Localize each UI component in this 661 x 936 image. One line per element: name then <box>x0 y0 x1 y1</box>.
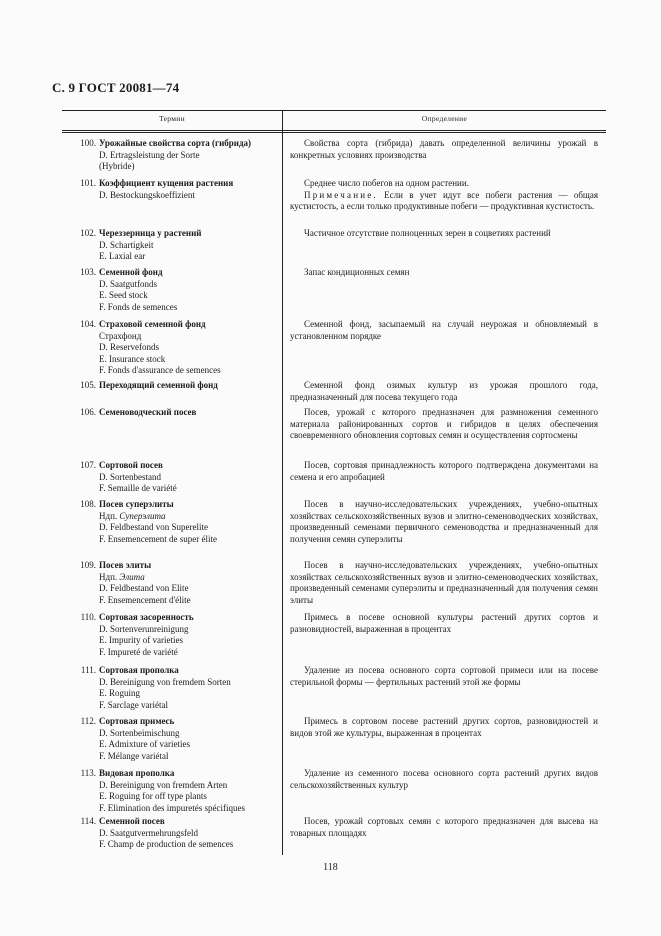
term-cell <box>62 716 277 762</box>
column-header-term: Термин <box>159 114 185 123</box>
term-cell <box>62 380 277 392</box>
term-name: Сортовая засоренность <box>99 612 194 622</box>
term-synonym: E. Roguing for off type plants <box>99 791 207 801</box>
definition-text: Частичное отсутствие полноценных зерен в соцветиях растений <box>304 228 551 238</box>
term-synonym: D. Bestockungskoeffizient <box>99 189 195 200</box>
definition-cell <box>290 460 598 483</box>
term-synonym: E. Admixture of varieties <box>99 739 190 749</box>
term-number: 110. <box>80 612 96 622</box>
definition-cell <box>290 768 598 791</box>
definition-cell <box>290 612 598 635</box>
definition-text: Удаление из семенного посева основного сорта растений других видов сельскохозяйственных культур <box>290 768 598 790</box>
term-cell <box>62 665 277 711</box>
definition-cell <box>290 267 598 279</box>
term-synonym: Ндп. Элита <box>99 571 145 582</box>
term-name: Видовая прополка <box>99 768 175 778</box>
term-synonym: E. Insurance stock <box>99 353 166 364</box>
term-synonym: D. Feldbestand von Elite <box>99 583 189 593</box>
term-synonym: F. Fonds de semences <box>99 301 178 312</box>
term-name: Посев элиты <box>99 560 152 570</box>
term-number: 112. <box>80 716 96 726</box>
term-cell <box>62 499 277 545</box>
definition-note <box>290 190 598 213</box>
term-synonym: F. Champ de production de semences <box>99 839 234 849</box>
term-synonym: Ндп. Суперэлита <box>99 510 166 521</box>
term-cell <box>62 138 277 173</box>
definition-text: Семенной фонд, засыпаемый на случай неурожая и обновляемый в установленном порядке <box>290 319 598 341</box>
term-cell <box>62 178 277 201</box>
definition-cell <box>290 716 598 739</box>
term-synonym: F. Mélange variétal <box>99 750 169 761</box>
term-name: Коэффициент кущения растения <box>99 178 234 188</box>
term-number: 109. <box>80 560 96 570</box>
term-synonym: F. Ensemencement de super élite <box>99 533 217 544</box>
definition-cell <box>290 560 598 606</box>
term-synonym: D. Saatgutfonds <box>99 278 157 289</box>
page-number: 118 <box>323 862 338 873</box>
definition-cell <box>290 228 598 240</box>
definition-text: Примесь в сортовом посеве растений других сортов, разновидностей и видов этой же культуры, выраженная в процентах <box>290 716 598 738</box>
term-cell <box>62 460 277 495</box>
term-cell <box>62 228 277 263</box>
term-number: 103. <box>80 267 96 277</box>
table-head-rule-2 <box>62 132 606 133</box>
term-cell <box>62 816 277 851</box>
definition-cell <box>290 178 598 213</box>
term-synonym: D. Sortenbestand <box>99 471 161 482</box>
definition-text: Удаление из посева основного сорта сортовой примеси или на посеве стерильной формы — фертильных растений этой же формы <box>290 665 598 687</box>
table-head-rule <box>62 130 606 131</box>
term-name: Череззерница у растений <box>99 228 202 238</box>
term-name: Урожайные свойства сорта (гибрида) <box>99 138 251 148</box>
term-number: 111. <box>80 665 96 675</box>
note-label: Примечание. <box>304 189 378 200</box>
term-number: 113. <box>80 768 96 778</box>
term-cell <box>62 612 277 658</box>
definition-text: Посев, урожай с которого предназначен для размножения семенного материала районированных сортов и гибридов в целях обеспечения своевременного обновления сортовых семян и осуществления сортосмены <box>290 407 598 440</box>
term-name: Семенной фонд <box>99 267 163 277</box>
definition-text: Запас кондиционных семян <box>304 267 410 277</box>
definition-cell <box>290 380 598 403</box>
term-number: 102. <box>80 228 96 238</box>
term-synonym: Страхфонд <box>99 330 142 341</box>
term-synonym: D. Feldbestand von Superelite <box>99 522 208 532</box>
term-name: Страховой семенной фонд <box>99 319 206 329</box>
term-cell <box>62 319 277 377</box>
term-cell <box>62 407 277 419</box>
term-number: 108. <box>80 499 96 509</box>
definition-text: Посев в научно-исследовательских учреждениях, учебно-опытных хозяйствах сельскохозяйственных вузов и элитно-семеноводческих хозяйствах, произведенный семенами первичного семеноводства и предназначенный для получения семян суперэлиты <box>290 499 598 544</box>
term-synonym: D. Bereinigung von fremdem Sorten <box>99 676 231 687</box>
definition-cell <box>290 407 598 442</box>
definition-cell <box>290 319 598 342</box>
term-synonym: E. Impurity of varieties <box>99 635 183 645</box>
term-name: Семенной посев <box>99 816 165 826</box>
term-synonym: D. Saatgutvermehrungsfeld <box>99 827 198 838</box>
definition-text: Примесь в посеве основной культуры растений других сортов и разновидностей, выраженная в процентах <box>290 612 598 634</box>
term-synonym: F. Ensemencement d'élite <box>99 594 191 605</box>
term-synonym: F. Semaille de variété <box>99 483 177 493</box>
definition-cell <box>290 665 598 688</box>
term-synonym: F. Sarclage variétal <box>99 699 168 710</box>
definition-cell <box>290 499 598 545</box>
term-synonym: F. Elimination des impuretés spécifiques <box>99 802 246 813</box>
column-header-definition: Определение <box>421 114 468 123</box>
definition-text: Семенной фонд озимых культур из урожая прошлого года, предназначенный для посева текущего года <box>290 380 598 402</box>
term-number: 105. <box>80 380 96 390</box>
term-cell <box>62 768 277 814</box>
definition-text: Посев, сортовая принадлежность которого подтверждена документами на семена и его апробацией <box>290 460 598 482</box>
term-synonym: E. Seed stock <box>99 290 148 300</box>
term-number: 114. <box>80 816 96 826</box>
term-number: 106. <box>80 407 96 417</box>
definition-text: Посев, урожай сортовых семян с которого предназначен для высева на товарных площадях <box>290 816 598 838</box>
terms-table <box>62 110 606 855</box>
term-synonym: (Hybride) <box>99 161 135 171</box>
term-number: 107. <box>80 460 96 470</box>
term-synonym: D. Bereinigung von fremdem Arten <box>99 779 228 790</box>
term-synonym: E. Laxial ear <box>99 251 146 261</box>
term-name: Посев суперэлиты <box>99 499 174 509</box>
term-synonym: F. Impureté de variété <box>99 646 178 657</box>
term-name: Сортовая прополка <box>99 665 179 675</box>
term-synonym: D. Sortenverunreinigung <box>99 623 189 634</box>
term-name: Семеноводческий посев <box>99 407 197 417</box>
term-cell <box>62 267 277 313</box>
term-cell <box>62 560 277 606</box>
definition-text: Посев в научно-исследовательских учреждениях, учебно-опытных хозяйствах сельскохозяйственных вузов и элитно-семеноводческих хозяйствах, произведенный семенами суперэлиты и предназначенный для получения семян элиты <box>290 560 598 605</box>
term-synonym: D. Reservefonds <box>99 342 159 352</box>
term-number: 101. <box>80 178 96 188</box>
term-name: Переходящий семенной фонд <box>99 380 218 390</box>
page-header: С. 9 ГОСТ 20081—74 <box>52 80 180 95</box>
column-divider <box>282 110 283 855</box>
definition-cell <box>290 816 598 839</box>
note-text: Если в учет идут все побеги растения — общая кустистость, а если только продуктивные побеги — продуктивная кустистость. <box>290 189 598 211</box>
term-synonym: D. Schartigkeit <box>99 239 154 250</box>
term-synonym: D. Sortenbeimischung <box>99 727 180 738</box>
definition-text: Свойства сорта (гибрида) давать определенной величины урожай в конкретных условиях производства <box>290 138 598 160</box>
term-number: 104. <box>80 319 96 329</box>
definition-text: Среднее число побегов на одном растении. <box>304 178 469 188</box>
term-name: Сортовой посев <box>99 460 163 470</box>
term-name: Сортовая примесь <box>99 716 175 726</box>
term-synonym: E. Roguing <box>99 688 141 698</box>
term-synonym: D. Ertragsleistung der Sorte <box>99 149 200 160</box>
term-number: 100. <box>80 138 96 148</box>
definition-cell <box>290 138 598 161</box>
term-synonym: F. Fonds d'assurance de semences <box>99 365 221 375</box>
table-top-rule <box>62 110 606 111</box>
